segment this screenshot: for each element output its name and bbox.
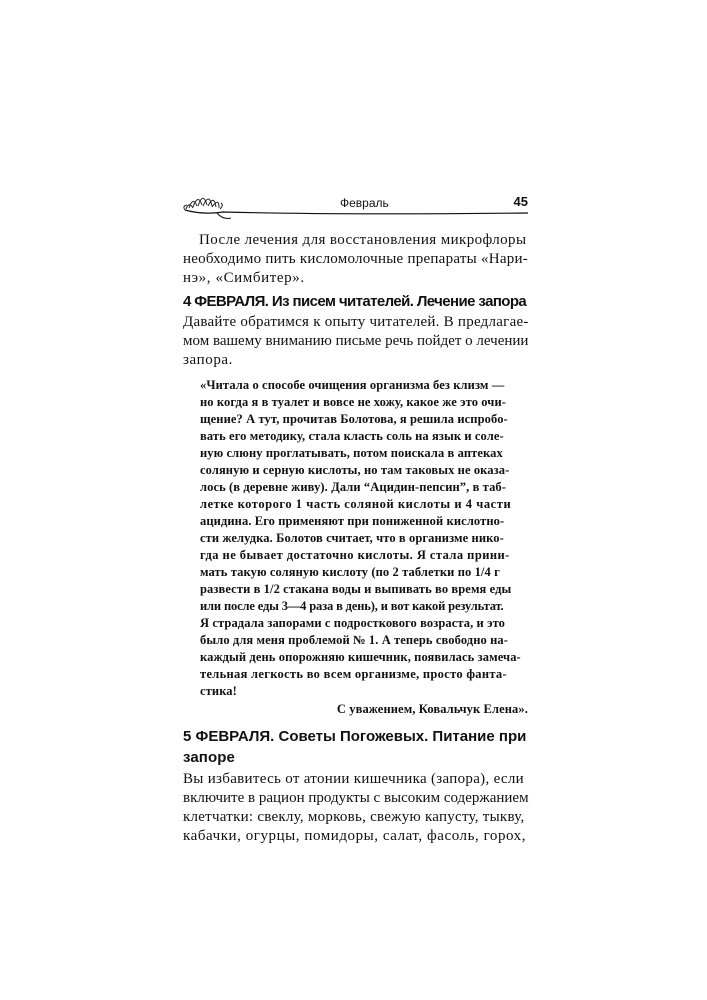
quote-line: «Читала о способе очищения организма без клизм —: [200, 378, 505, 392]
quote-line: сти желудка. Болотов считает, что в организме нико-: [200, 531, 504, 545]
quote-line: или после еды 3—4 раза в день), и вот какой результат.: [200, 599, 504, 613]
text-line: Давайте обратимся к опыту читателей. В предлагае-: [183, 314, 529, 330]
quote-line: мать такую соляную кислоту (по 2 таблетки по 1/4 г: [200, 565, 500, 579]
text-line: необходимо пить кисломолочные препараты «Нари-: [183, 251, 529, 267]
text-line: клетчатки: свеклу, морковь, свежую капусту, тыкву,: [183, 809, 525, 825]
section-title-continued: запоре: [183, 749, 235, 766]
section-date: 4 ФЕВРАЛЯ.: [183, 293, 269, 310]
quote-line: каждый день опорожняю кишечник, появилась замеча-: [200, 650, 521, 664]
quote-line: гда не бывает достаточно кислоты. Я стала прини-: [200, 548, 510, 562]
quote-line: летке которого 1 часть соляной кислоты и 4 части: [200, 497, 512, 511]
running-header: [183, 188, 528, 222]
text-line: включите в рацион продукты с высоким содержанием: [183, 790, 529, 806]
quote-line: ацидина. Его применяют при пониженной кислотно-: [200, 514, 505, 528]
quote-line: вать его методику, стала класть соль на язык и соле-: [200, 429, 504, 443]
running-title: Февраль: [340, 196, 389, 210]
section-title: Из писем читателей. Лечение запора: [271, 293, 527, 310]
section-date: 5 ФЕВРАЛЯ.: [183, 728, 275, 745]
text-line: После лечения для восстановления микрофлоры: [199, 232, 527, 248]
quote-line: было для меня проблемой № 1. А теперь свободно на-: [200, 633, 509, 647]
section-title: Советы Погожевых. Питание при: [278, 728, 527, 745]
page-number: 45: [513, 194, 528, 209]
text-line: запора.: [183, 352, 234, 368]
text-line: кабачки, огурцы, помидоры, салат, фасоль, горох,: [183, 828, 527, 844]
text-line: Вы избавитесь от атонии кишечника (запора), если: [183, 771, 524, 787]
text-line: нэ», «Симбитер».: [183, 270, 305, 286]
quote-line: соляную и серную кислоты, но там таковых не оказа-: [200, 463, 510, 477]
section-heading: [183, 293, 528, 310]
quote-line: стика!: [200, 684, 237, 698]
quote-line: развести в 1/2 стакана воды и выпивать во время еды: [200, 582, 512, 596]
quote-line: но когда я в туалет и вовсе не хожу, какое же это очи-: [200, 395, 507, 409]
quote-line: ную слюну проглатывать, потом поискала в аптеках: [200, 446, 503, 460]
quote-line: лось (в деревне живу). Дали “Ацидин-пепсин”, в таб-: [200, 480, 507, 494]
section-heading: [183, 728, 528, 745]
signature: С уважением, Ковальчук Елена».: [336, 702, 528, 716]
quote-line: щение? А тут, прочитав Болотова, я решила испробо-: [200, 412, 508, 426]
quote-line: Я страдала запорами с подросткового возраста, и это: [200, 616, 506, 630]
quote-line: тельная легкость во всем организме, просто фанта-: [200, 667, 507, 681]
text-line: мом вашему вниманию письме речь пойдет о лечении: [183, 333, 529, 349]
